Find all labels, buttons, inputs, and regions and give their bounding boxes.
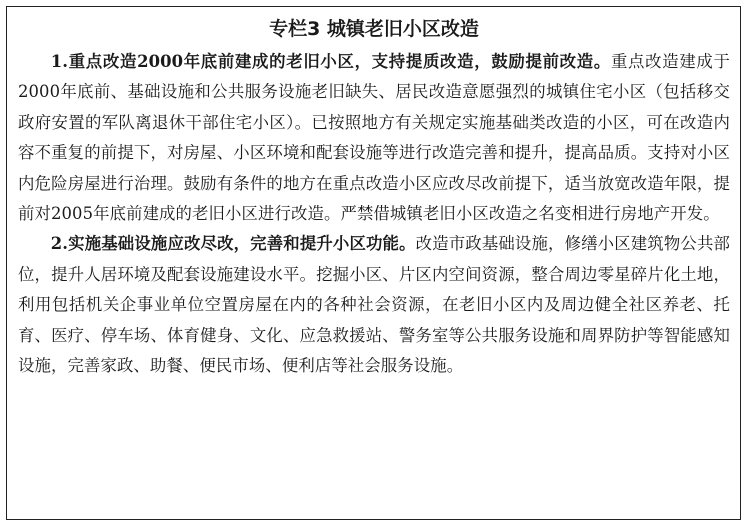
- paragraph-2: [18, 229, 730, 381]
- column-box: [6, 6, 741, 520]
- paragraph-2-lead: 2.实施基础设施应改尽改，完善和提升小区功能。: [50, 234, 416, 254]
- paragraph-1: [18, 47, 730, 229]
- paragraph-1-body: 重点改造建成于2000年底前、基础设施和公共服务设施老旧缺失、居民改造意愿强烈的城镇住宅小区（包括移交政府安置的军队离退休干部住宅小区）。已按照地方有关规定实施基础类改造的小区，可在改造内容不重复的前提下，对房屋、小区环境和配套设施等进行改造完善和提升，提高品质。支持对小区内危险房屋进行治理。鼓励有条件的地方在重点改造小区应改尽改前提下，适当放宽改造年限，提前对2005年底前建成的老旧小区进行改造。严禁借城镇老旧小区改造之名变相进行房地产开发。: [18, 52, 731, 224]
- column-title: 专栏3 城镇老旧小区改造: [269, 18, 479, 40]
- paragraph-2-body: 改造市政基础设施，修缮小区建筑物公共部位，提升人居环境及配套设施建设水平。挖掘小区、片区内空间资源，整合周边零星碎片化土地，利用包括机关企事业单位空置房屋在内的各种社会资源，在老旧小区内及周边健全社区养老、托育、医疗、停车场、体育健身、文化、应急救援站、警务室等公共服务设施和周界防护等智能感知设施，完善家政、助餐、便民市场、便利店等社会服务设施。: [18, 234, 730, 376]
- paragraph-1-lead: 1.重点改造2000年底前建成的老旧小区，支持提质改造，鼓励提前改造。: [50, 52, 611, 71]
